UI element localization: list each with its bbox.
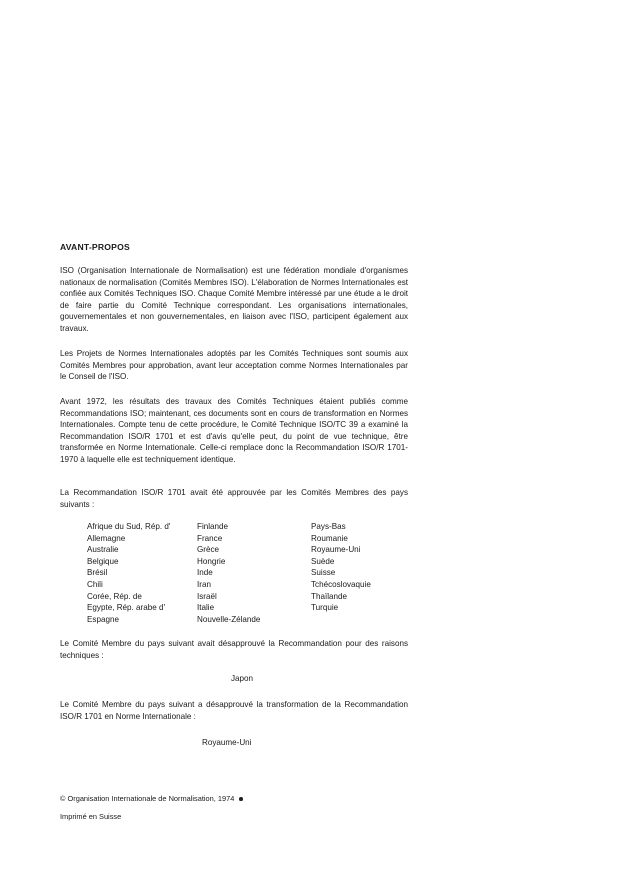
section-heading: AVANT-PROPOS: [60, 242, 130, 252]
paragraph-approval: La Recommandation ISO/R 1701 avait été approuvée par les Comités Membres des pays suivants :: [60, 488, 408, 509]
country-item: Corée, Rép. de: [87, 591, 142, 601]
country-item: Grèce: [197, 545, 220, 555]
paragraph-history: Avant 1972, les résultats des travaux des Comités Techniques étaient publiés comme Recommandations ISO; maintenant, ces documents sont en cours de transformation en Normes Internationales. Compte tenu de cette procédure, le Comité Technique ISO/TC 39 a examiné la Recommandation ISO/R 1701 et est d'avis qu'elle peut, du point de vue technique, être transformée en Norme Internationale. Celle-ci remplace donc la Recommandation ISO/R 1701-1970 à laquelle elle est techniquement identique.: [60, 397, 408, 464]
paragraph-draft-standards: Les Projets de Normes Internationales adoptés par les Comités Techniques sont soumis aux Comités Membres pour approbation, avant leur acceptation comme Normes Internationales par le Conseil de l'ISO.: [60, 349, 408, 382]
country-item: Brésil: [87, 568, 108, 578]
printed-in: Imprimé en Suisse: [60, 812, 122, 821]
country-item: Chili: [87, 579, 103, 589]
country-column-3: [311, 521, 421, 625]
country-list: [87, 521, 421, 625]
paragraph-iso-intro: ISO (Organisation Internationale de Normalisation) est une fédération mondiale d'organismes nationaux de normalisation (Comités Membres ISO). L'élaboration de Normes Internationales est confiée aux Comités Techniques ISO. Chaque Comité Membre intéressé par une étude a le droit de faire partie du Comité Technique correspondant. Les organisations internationales, gouvernementales et non gouvernementales, en liaison avec l'ISO, participent également aux travaux.: [60, 266, 408, 333]
country-item: Tchécoslovaquie: [311, 579, 371, 589]
paragraph-disapproval-transformation: Le Comité Membre du pays suivant a désapprouvé la transformation de la Recommandation ISO/R 1701 en Norme Internationale :: [60, 700, 408, 721]
country-item: Finlande: [197, 522, 229, 531]
bullet-icon: [239, 797, 243, 801]
copyright-line: [60, 794, 243, 804]
country-item: Egypte, Rép. arabe d': [87, 603, 166, 613]
country-item: Turquie: [311, 603, 339, 613]
country-item: Italie: [197, 603, 215, 613]
country-item: Afrique du Sud, Rép. d': [87, 522, 171, 531]
disapproving-country-japan: Japon: [231, 674, 254, 683]
country-item: Espagne: [87, 614, 119, 624]
country-item: Allemagne: [87, 533, 126, 543]
country-item: Thaïlande: [311, 591, 347, 601]
country-column-1: [87, 521, 197, 625]
country-item: France: [197, 533, 223, 543]
country-item: Royaume-Uni: [311, 545, 361, 555]
country-item: Australie: [87, 545, 119, 555]
country-item: Suède: [311, 556, 335, 566]
country-item: Israël: [197, 591, 217, 601]
country-item: Belgique: [87, 556, 119, 566]
paragraph-disapproval-technical: Le Comité Membre du pays suivant avait désapprouvé la Recommandation pour des raisons techniques :: [60, 639, 408, 660]
country-item: Pays-Bas: [311, 522, 346, 531]
copyright-text: © Organisation Internationale de Normalisation, 1974: [60, 794, 235, 803]
country-item: Suisse: [311, 568, 336, 578]
disapproving-country-uk: Royaume-Uni: [202, 738, 252, 747]
country-item: Iran: [197, 579, 211, 589]
country-item: Nouvelle-Zélande: [197, 614, 261, 624]
country-item: Inde: [197, 568, 213, 578]
country-item: Hongrie: [197, 556, 226, 566]
country-column-2: [197, 521, 311, 625]
country-item: Roumanie: [311, 533, 348, 543]
